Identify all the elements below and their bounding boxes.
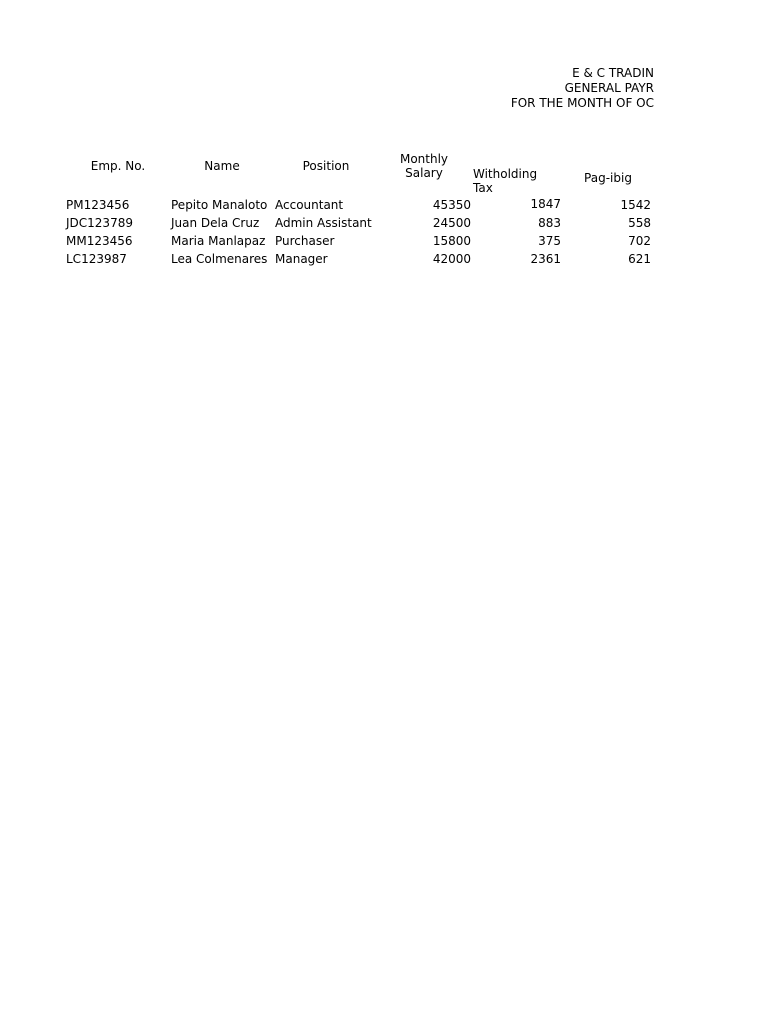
cell-position: Purchaser	[275, 234, 335, 248]
cell-tax: 883	[538, 216, 561, 230]
column-header-emp-no: Emp. No.	[90, 159, 146, 173]
cell-emp-no: PM123456	[66, 198, 130, 212]
cell-salary: 15800	[432, 234, 471, 248]
column-header-name: Name	[204, 159, 240, 173]
cell-emp-no: JDC123789	[66, 216, 133, 230]
cell-pagibig: 1542	[620, 198, 651, 212]
cell-salary: 45350	[432, 198, 471, 212]
cell-pagibig: 702	[628, 234, 651, 248]
cell-salary: 24500	[432, 216, 471, 230]
company-name: E & C TRADIN	[572, 66, 654, 80]
cell-name: Lea Colmenares	[171, 252, 268, 266]
column-header-tax: Tax	[473, 181, 493, 195]
column-header-withholding: Witholding	[473, 167, 538, 181]
cell-tax: 375	[538, 234, 561, 248]
column-header-position: Position	[302, 159, 350, 173]
cell-salary: 42000	[432, 252, 471, 266]
cell-pagibig: 558	[628, 216, 651, 230]
cell-position: Manager	[275, 252, 328, 266]
report-period: FOR THE MONTH OF OC	[510, 96, 654, 110]
cell-pagibig: 621	[628, 252, 651, 266]
cell-tax: 2361	[530, 252, 561, 266]
cell-name: Maria Manlapaz	[171, 234, 266, 248]
cell-position: Admin Assistant	[275, 216, 372, 230]
cell-tax: 1847	[530, 197, 561, 211]
column-header-monthly: Monthly	[399, 152, 449, 166]
column-header-salary: Salary	[405, 166, 443, 180]
cell-emp-no: MM123456	[66, 234, 133, 248]
cell-emp-no: LC123987	[66, 252, 127, 266]
column-header-pagibig: Pag-ibig	[584, 171, 632, 185]
report-title: GENERAL PAYR	[564, 81, 654, 95]
cell-name: Pepito Manaloto	[171, 198, 268, 212]
cell-name: Juan Dela Cruz	[171, 216, 260, 230]
cell-position: Accountant	[275, 198, 344, 212]
report-title-block	[511, 66, 654, 111]
